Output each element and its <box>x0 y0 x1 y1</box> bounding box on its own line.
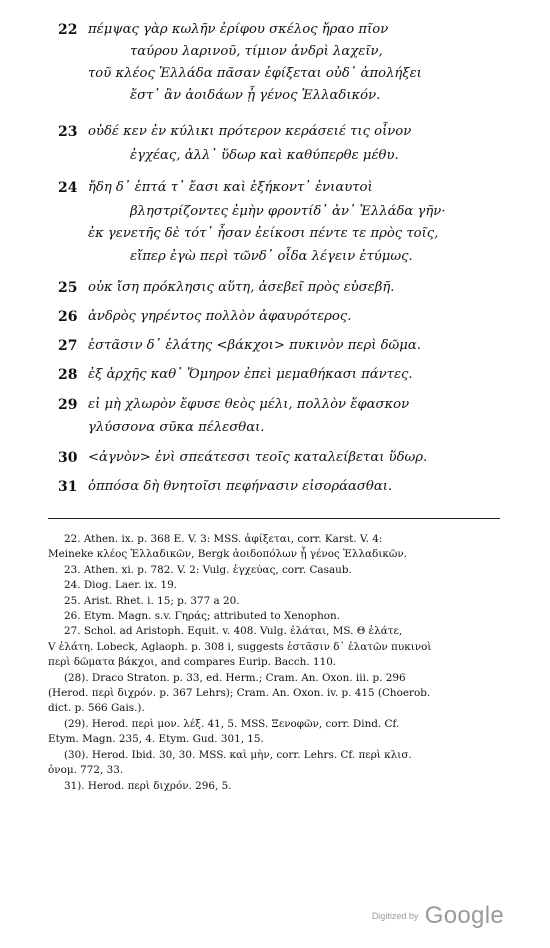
verse-line: πέμψας γὰρ κωλῆν ἐρίφου σκέλος ἤραο πῖον <box>88 22 389 37</box>
verse-line: ἤδη δ᾽ ἑπτά τ᾽ ἔασι καὶ ἑξήκοντ᾽ ἐνιαυτοὶ <box>88 180 373 195</box>
fragment-number: 28 <box>58 367 78 383</box>
verse-line: ἑστᾶσιν δ᾽ ἐλάτης <βάκχοι> πυκινὸν περὶ δῶμα. <box>88 338 421 353</box>
footnote-line: 22. Athen. ix. p. 368 E. V. 3: MSS. ἀφίξεται, corr. Karst. V. 4: <box>64 533 383 545</box>
fragment-number: 30 <box>58 450 78 466</box>
verse-line: ταύρου λαρινοῦ, τίμιον ἀνδρὶ λαχεῖν, <box>130 44 383 59</box>
google-logo: Google <box>424 902 504 929</box>
fragment-number: 22 <box>58 22 78 38</box>
verse-line: εἰ μὴ χλωρὸν ἔφυσε θεὸς μέλι, πολλὸν ἔφασκον <box>88 397 410 412</box>
verse-line: ὁππόσα δὴ θνητοῖσι πεφήνασιν εἰσοράασθαι. <box>88 479 393 494</box>
footnotes <box>48 532 508 794</box>
fragment-number: 26 <box>58 309 78 325</box>
footnote-line: 25. Arist. Rhet. i. 15; p. 377 a 20. <box>64 594 240 607</box>
footnote-line: 23. Athen. xi. p. 782. V. 2: Vulg. ἐγχεύας, corr. Casaub. <box>64 563 352 576</box>
footnote-line: 27. Schol. ad Aristoph. Equit. v. 408. Vulg. ἐλάται, MS. Θ ἐλάτε, <box>64 625 403 638</box>
footnote-line: 26. Etym. Magn. s.v. Γηράς; attributed to Xenophon. <box>64 610 341 623</box>
verse-line: οὐδέ κεν ἐν κύλικι πρότερον κεράσειέ τις οἶνον <box>88 124 412 139</box>
fragment-number: 25 <box>58 280 78 296</box>
footnote-line: περὶ δῶματα βάκχοι, and compares Eurip. Bacch. 110. <box>48 656 337 669</box>
footnote-divider <box>48 518 500 519</box>
verse-line: τοῦ κλέος Ἑλλάδα πᾶσαν ἐφίξεται οὐδ᾽ ἀπολήξει <box>88 66 422 81</box>
verse-line: <ἀγνὸν> ἐνὶ σπεάτεσσι τεοῖς καταλείβεται ὕδωρ. <box>88 450 428 465</box>
footnote-line: (28). Draco Straton. p. 33, ed. Herm.; Cram. An. Oxon. iii. p. 296 <box>64 671 406 684</box>
watermark-caption: Digitized by <box>371 911 419 921</box>
footnote-line: 31). Herod. περὶ διχρόν. 296, 5. <box>64 779 232 792</box>
verse-line: ἔστ᾽ ἂν ἀοιδάων ᾖ γένος Ἑλλαδικόν. <box>130 88 381 103</box>
google-watermark <box>372 902 504 930</box>
verse-line: εἴπερ ἐγὼ περὶ τῶνδ᾽ οἶδα λέγειν ἐτύμως. <box>130 249 413 264</box>
footnote-line: (Herod. περὶ διχρόν. p. 367 Lehrs); Cram. An. Oxon. iv. p. 415 (Choerob. <box>48 687 431 700</box>
verse-line: ἐξ ἀρχῆς καθ᾽ Ὅμηρον ἐπεὶ μεμαθήκασι πάντες. <box>88 367 413 382</box>
verse-line: βληστρίζοντες ἐμὴν φροντίδ᾽ ἀν᾽ Ἑλλάδα γῆν· <box>130 204 446 219</box>
verse-line: ἐκ γενετῆς δὲ τότ᾽ ἦσαν ἐείκοσι πέντε τε πρὸς τοῖς, <box>88 226 439 241</box>
footnote-line: Meineke κλέος Ἑλλαδικῶν, Bergk ἀοιδοπόλων ᾖ γένος Ἑλλαδικῶν. <box>48 548 407 561</box>
verse-line: οὐκ ἴση πρόκλησις αὕτη, ἀσεβεῖ πρὸς εὐσεβῆ. <box>88 280 395 295</box>
verse-line: ἀνδρὸς γηρέντος πολλὸν ἀφαυρότερος. <box>88 309 352 324</box>
verse-line: γλύσσονα σῦκα πέλεσθαι. <box>88 420 265 435</box>
footnote-line: (30). Herod. Ibid. 30, 30. MSS. καὶ μὴν, corr. Lehrs. Cf. περὶ κλισ. <box>64 748 412 761</box>
footnote-line: (29). Herod. περὶ μον. λέξ. 41, 5. MSS. Ξενοφῶν, corr. Dind. Cf. <box>64 717 400 730</box>
footnote-line: ὀνομ. 772, 33. <box>48 764 124 777</box>
footnote-line: dict. p. 566 Gais.). <box>48 702 145 715</box>
fragment-number: 27 <box>58 338 78 354</box>
footnote-line: 24. Diog. Laer. ix. 19. <box>64 579 177 592</box>
footnote-line: V ἐλάτη. Lobeck, Aglaoph. p. 308 i, suggests ἑστᾶσιν δ᾽ ἐλατῶν πυκινοὶ <box>48 640 432 653</box>
fragment-number: 29 <box>58 397 78 413</box>
verse-line: ἐγχέας, ἀλλ᾽ ὕδωρ καὶ καθύπερθε μέθυ. <box>130 148 399 163</box>
fragment-number: 23 <box>58 124 78 140</box>
footnote-line: Etym. Magn. 235, 4. Etym. Gud. 301, 15. <box>48 733 264 746</box>
fragment-number: 31 <box>58 479 78 495</box>
fragment-number: 24 <box>58 180 78 196</box>
